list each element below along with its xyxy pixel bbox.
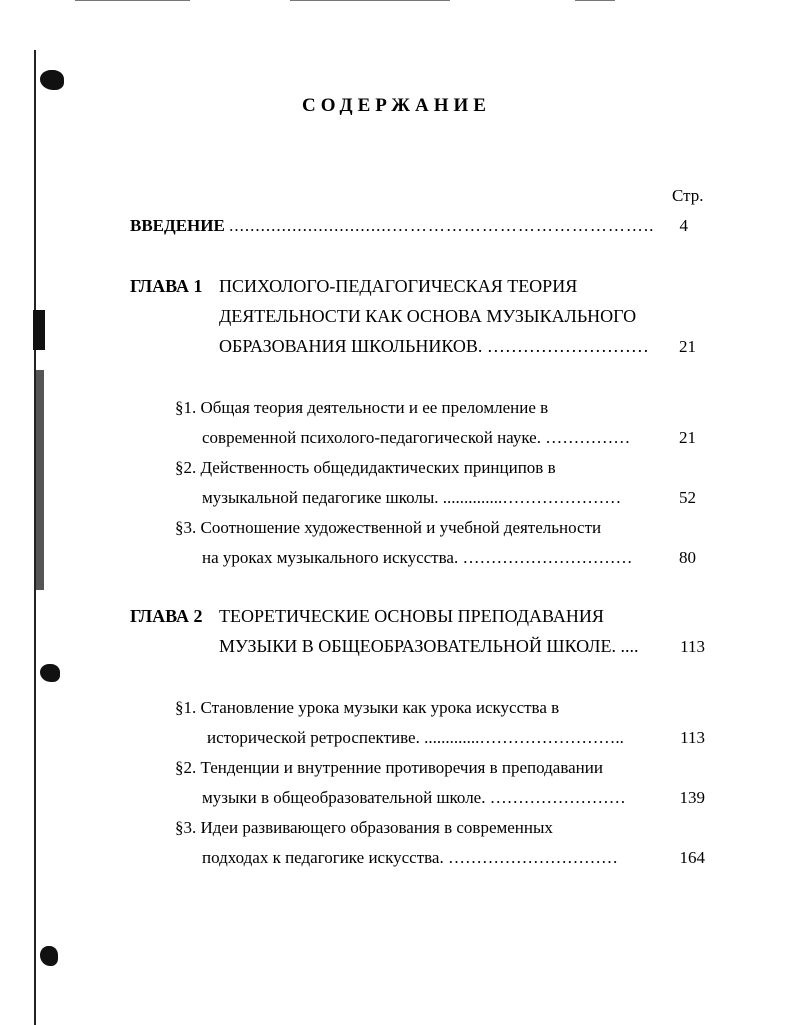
section-page: 164 xyxy=(679,848,705,867)
toc-intro-page: 4 xyxy=(679,216,688,235)
section-title-line-2: на уроках музыкального искусства. ………………………… xyxy=(202,548,633,567)
section-title-line-2: музыкальной педагогике школы. ..............………………… xyxy=(202,488,622,507)
toc-intro-label: ВВЕДЕНИЕ xyxy=(130,216,225,235)
hole-punch-mark xyxy=(40,946,58,966)
chapter-2-title-line-1: ТЕОРЕТИЧЕСКИЕ ОСНОВЫ ПРЕПОДАВАНИЯ xyxy=(219,606,604,626)
section-title-line-2: современной психолого-педагогической науке. …………… xyxy=(202,428,631,447)
chapter-1-title-line-1: ПСИХОЛОГО-ПЕДАГОГИЧЕСКАЯ ТЕОРИЯ xyxy=(219,276,578,296)
toc-intro xyxy=(130,216,654,236)
hole-punch-mark xyxy=(40,70,64,90)
chapter-1-title-line-3: ОБРАЗОВАНИЯ ШКОЛЬНИКОВ. ……………………… xyxy=(219,336,649,356)
page-title: СОДЕРЖАНИЕ xyxy=(302,95,491,116)
section-title-line-1: Соотношение художественной и учебной деятельности xyxy=(200,518,602,537)
page-column-label: Стр. xyxy=(672,186,704,205)
section-number: §1. xyxy=(175,698,197,717)
section-number: §1. xyxy=(175,398,197,417)
scan-artifact xyxy=(33,310,45,350)
toc-section xyxy=(175,458,556,478)
section-title-line-1: Действенность общедидактических принципов в xyxy=(200,458,556,477)
scan-artifact xyxy=(575,0,615,1)
section-title-line-1: Идеи развивающего образования в современных xyxy=(200,818,553,837)
section-title-line-2: исторической ретроспективе. .............…………………….. xyxy=(207,728,624,747)
hole-punch-mark xyxy=(40,664,60,682)
section-number: §3. xyxy=(175,818,197,837)
toc-chapter-2 xyxy=(130,606,203,626)
toc-section xyxy=(175,398,548,418)
scan-artifact xyxy=(290,0,450,1)
chapter-2-title-line-2: МУЗЫКИ В ОБЩЕОБРАЗОВАТЕЛЬНОЙ ШКОЛЕ. .... xyxy=(219,636,639,656)
chapter-1-page: 21 xyxy=(679,337,696,356)
section-page: 80 xyxy=(679,548,696,567)
section-title-line-2: подходах к педагогике искусства. ………………………… xyxy=(202,848,618,867)
section-number: §2. xyxy=(175,458,197,477)
scan-artifact xyxy=(75,0,190,1)
section-title-line-2: музыки в общеобразовательной школе. …………………… xyxy=(202,788,626,807)
section-page: 113 xyxy=(680,728,705,747)
toc-section xyxy=(175,698,559,718)
section-title-line-1: Становление урока музыки как урока искусства в xyxy=(200,698,560,717)
section-page: 52 xyxy=(679,488,696,507)
section-page: 21 xyxy=(679,428,696,447)
chapter-2-page: 113 xyxy=(680,637,705,656)
toc-chapter-1 xyxy=(130,276,203,296)
toc-section xyxy=(175,818,553,838)
section-title-line-1: Тенденции и внутренние противоречия в преподавании xyxy=(200,758,603,777)
section-title-line-1: Общая теория деятельности и ее преломление в xyxy=(200,398,549,417)
section-number: §3. xyxy=(175,518,197,537)
scan-artifact xyxy=(36,370,44,590)
chapter-1-title-line-2: ДЕЯТЕЛЬНОСТИ КАК ОСНОВА МУЗЫКАЛЬНОГО xyxy=(219,306,637,326)
toc-section xyxy=(175,758,603,778)
chapter-label: ГЛАВА 2 xyxy=(130,606,203,626)
chapter-label: ГЛАВА 1 xyxy=(130,276,203,296)
toc-section xyxy=(175,518,601,538)
section-page: 139 xyxy=(679,788,705,807)
toc-leader-dots: ...............................…………………………………….. xyxy=(229,216,655,235)
section-number: §2. xyxy=(175,758,197,777)
